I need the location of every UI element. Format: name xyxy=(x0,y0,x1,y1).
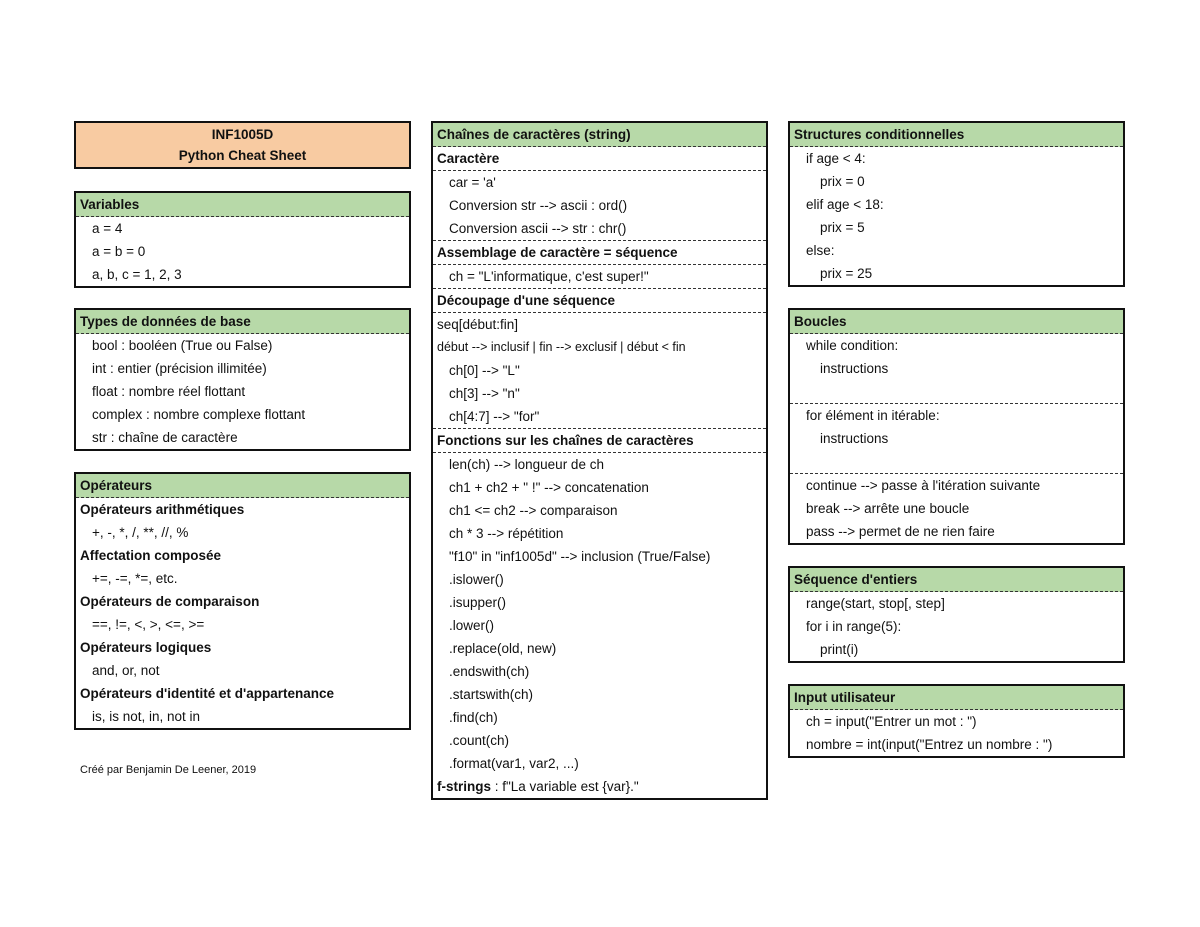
variables-row: a, b, c = 1, 2, 3 xyxy=(92,267,182,282)
func-row: ch1 <= ch2 --> comparaison xyxy=(449,503,618,518)
range-row: print(i) xyxy=(820,642,859,657)
conditionals-row: else: xyxy=(806,243,835,258)
loop-control-row: continue --> passe à l'itération suivante xyxy=(806,478,1041,493)
func-row: .replace(old, new) xyxy=(449,641,557,656)
func-row: .lower() xyxy=(449,618,495,633)
types-row: int : entier (précision illimitée) xyxy=(92,361,267,376)
char-row: Conversion str --> ascii : ord() xyxy=(449,198,628,213)
conditionals-row: prix = 5 xyxy=(820,220,865,235)
char-section-title: Caractère xyxy=(433,147,766,171)
conditionals-panel xyxy=(788,121,1125,287)
loops-panel xyxy=(788,308,1125,545)
operators-section-title: Opérateurs d'identité et d'appartenance xyxy=(80,686,334,701)
variables-row: a = b = 0 xyxy=(92,244,146,259)
func-row: .format(var1, var2, ...) xyxy=(449,756,579,771)
operators-section-title: Opérateurs de comparaison xyxy=(80,594,260,609)
slice-syntax-row: seq[début:fin] xyxy=(437,317,519,332)
conditionals-row: prix = 0 xyxy=(820,174,865,189)
types-row: complex : nombre complexe flottant xyxy=(92,407,306,422)
operators-section-title: Opérateurs logiques xyxy=(80,640,212,655)
conditionals-row: if age < 4: xyxy=(806,151,866,166)
range-row: range(start, stop[, step] xyxy=(806,596,945,611)
range-panel xyxy=(788,566,1125,663)
slice-example-row: ch[3] --> "n" xyxy=(449,386,520,401)
char-row: Conversion ascii --> str : chr() xyxy=(433,217,766,241)
operators-section-value: is, is not, in, not in xyxy=(92,709,201,724)
variables-header: Variables xyxy=(76,193,409,217)
assembly-row: ch = "L'informatique, c'est super!" xyxy=(433,265,766,289)
conditionals-row: prix = 25 xyxy=(820,266,873,281)
input-header: Input utilisateur xyxy=(790,686,1123,710)
func-row: .count(ch) xyxy=(449,733,510,748)
assembly-section-title: Assemblage de caractère = séquence xyxy=(433,241,766,265)
conditionals-header: Structures conditionnelles xyxy=(790,123,1123,147)
strings-header: Chaînes de caractères (string) xyxy=(433,123,766,147)
types-row: str : chaîne de caractère xyxy=(92,430,238,445)
operators-panel xyxy=(74,472,411,730)
conditionals-row: elif age < 18: xyxy=(806,197,884,212)
range-row: for i in range(5): xyxy=(806,619,902,634)
func-row: len(ch) --> longueur de ch xyxy=(449,457,604,472)
fstring-label: f-strings xyxy=(437,779,491,794)
loops-spacer xyxy=(790,380,1123,404)
func-row: ch * 3 --> répétition xyxy=(449,526,564,541)
range-header: Séquence d'entiers xyxy=(790,568,1123,592)
for-body: instructions xyxy=(820,431,889,446)
fstring-text: : f"La variable est {var}." xyxy=(491,779,639,794)
operators-section-value: +=, -=, *=, etc. xyxy=(92,571,178,586)
cheat-sheet-title xyxy=(74,121,411,169)
input-row: nombre = int(input("Entrez un nombre : ") xyxy=(806,737,1053,752)
input-panel xyxy=(788,684,1125,758)
slice-example-row: ch[4:7] --> "for" xyxy=(433,405,766,429)
course-code: INF1005D xyxy=(211,127,274,142)
types-row: float : nombre réel flottant xyxy=(92,384,246,399)
func-row: .isupper() xyxy=(449,595,507,610)
loops-header: Boucles xyxy=(790,310,1123,334)
loop-control-row: break --> arrête une boucle xyxy=(806,501,970,516)
operators-section-title: Opérateurs arithmétiques xyxy=(80,502,245,517)
fstring-row xyxy=(433,775,766,798)
types-panel xyxy=(74,308,411,451)
func-row: .islower() xyxy=(449,572,504,587)
input-row: ch = input("Entrer un mot : ") xyxy=(806,714,977,729)
loop-control-row: pass --> permet de ne rien faire xyxy=(806,524,995,539)
variables-panel xyxy=(74,191,411,288)
types-header: Types de données de base xyxy=(76,310,409,334)
slice-rule-row: début --> inclusif | fin --> exclusif | début < fin xyxy=(437,340,686,354)
operators-section-value: and, or, not xyxy=(92,663,160,678)
func-row: .find(ch) xyxy=(449,710,498,725)
slice-section-title: Découpage d'une séquence xyxy=(433,289,766,313)
strings-panel xyxy=(431,121,768,800)
while-body: instructions xyxy=(820,361,889,376)
loops-spacer xyxy=(790,450,1123,474)
func-section-title: Fonctions sur les chaînes de caractères xyxy=(433,429,766,453)
author-credit: Créé par Benjamin De Leener, 2019 xyxy=(80,764,257,776)
sheet-name: Python Cheat Sheet xyxy=(178,148,307,163)
slice-example-row: ch[0] --> "L" xyxy=(449,363,520,378)
char-row: car = 'a' xyxy=(449,175,496,190)
func-row: .endswith(ch) xyxy=(449,664,530,679)
for-line: for élément in itérable: xyxy=(806,408,940,423)
func-row: .startswith(ch) xyxy=(449,687,534,702)
variables-row: a = 4 xyxy=(92,221,123,236)
operators-section-title: Affectation composée xyxy=(80,548,222,563)
func-row: ch1 + ch2 + " !" --> concatenation xyxy=(449,480,649,495)
operators-header: Opérateurs xyxy=(76,474,409,498)
types-row: bool : booléen (True ou False) xyxy=(92,338,273,353)
func-row: "f10" in "inf1005d" --> inclusion (True/False) xyxy=(449,549,711,564)
operators-section-value: ==, !=, <, >, <=, >= xyxy=(92,617,205,632)
while-line: while condition: xyxy=(806,338,899,353)
operators-section-value: +, -, *, /, **, //, % xyxy=(92,525,189,540)
